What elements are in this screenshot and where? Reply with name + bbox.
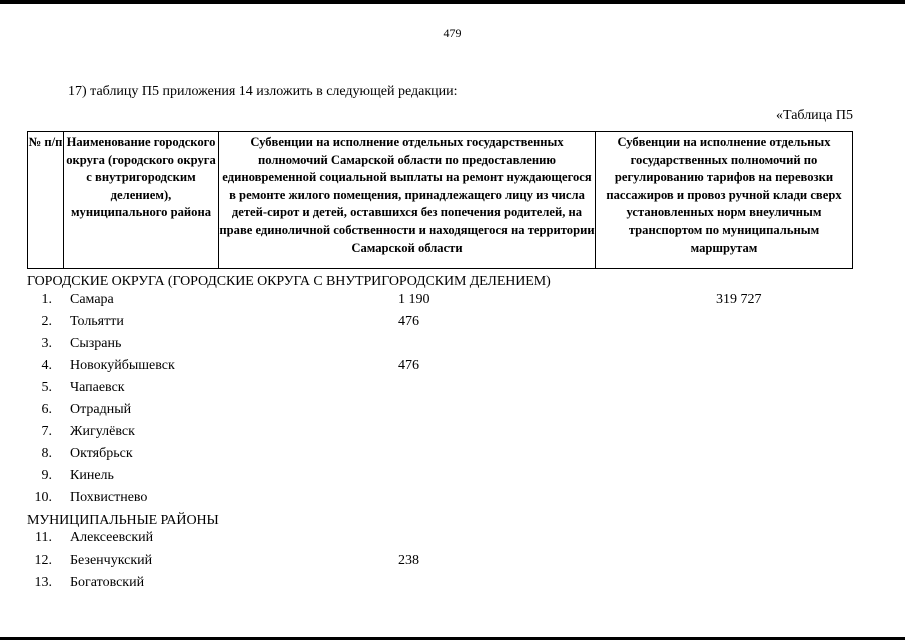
row-name: Новокуйбышевск (70, 358, 175, 373)
table-row (0, 530, 905, 552)
row-num: 9. (41, 468, 52, 483)
row-name: Похвистнево (70, 490, 148, 505)
row-num: 1. (41, 292, 52, 307)
page-number: 479 (443, 26, 462, 40)
table-header (27, 131, 853, 269)
table-row (0, 292, 905, 314)
row-num: 4. (41, 358, 52, 373)
row-subsidy-repair: 238 (398, 553, 419, 568)
header-name: Наименование городского округа (городского округа с внутригородским делением), муниципального района (64, 132, 219, 268)
table-row (0, 575, 905, 597)
table-row (0, 424, 905, 446)
row-num: 2. (41, 314, 52, 329)
row-name: Сызрань (70, 336, 122, 351)
table-row (0, 402, 905, 424)
row-num: 6. (41, 402, 52, 417)
row-num: 12. (34, 553, 52, 568)
row-subsidy-transport: 319 727 (716, 292, 762, 307)
section-title-municipal-districts: МУНИЦИПАЛЬНЫЕ РАЙОНЫ (27, 513, 219, 528)
table-row (0, 314, 905, 336)
row-name: Тольятти (70, 314, 124, 329)
row-num: 5. (41, 380, 52, 395)
table-label: «Таблица П5 (776, 108, 853, 123)
row-name: Кинель (70, 468, 114, 483)
table-row (0, 490, 905, 512)
row-name: Богатовский (70, 575, 145, 590)
row-name: Чапаевск (70, 380, 125, 395)
row-name: Отрадный (70, 402, 132, 417)
table-row (0, 336, 905, 358)
row-subsidy-repair: 476 (398, 358, 419, 373)
row-subsidy-repair: 1 190 (398, 292, 430, 307)
table-row (0, 380, 905, 402)
row-name: Октябрьск (70, 446, 133, 461)
row-subsidy-repair: 476 (398, 314, 419, 329)
table-row (0, 358, 905, 380)
header-num: № п/п (28, 132, 64, 268)
top-border (0, 0, 905, 4)
header-subsidy-transport: Субвенции на исполнение отдельных государственных полномочий по регулированию тарифов на перевозки пассажиров и провоз ручной клади сверх установленных норм внеуличным транспортом по муниципальным маршрутам (606, 135, 842, 255)
section-title-city-districts: ГОРОДСКИЕ ОКРУГА (ГОРОДСКИЕ ОКРУГА С ВНУТРИГОРОДСКИМ ДЕЛЕНИЕМ) (27, 274, 551, 289)
row-name: Алексеевский (70, 530, 154, 545)
row-name: Самара (70, 292, 114, 307)
intro-text: 17) таблицу П5 приложения 14 изложить в следующей редакции: (68, 84, 458, 99)
row-name: Жигулёвск (70, 424, 135, 439)
row-num: 11. (35, 530, 52, 545)
table-row (0, 468, 905, 490)
row-num: 8. (41, 446, 52, 461)
table-row (0, 446, 905, 468)
header-subsidy-repair: Субвенции на исполнение отдельных государственных полномочий Самарской области по предоставлению единовременной социальной выплаты на ремонт нуждающегося в ремонте жилого помещения, принадлежащего лицу из числа детей-сирот и детей, оставшихся без попечения родителей, на праве единоличной собственности и находящегося на территории Самарской области (219, 132, 596, 268)
row-num: 13. (34, 575, 52, 590)
table-row (0, 553, 905, 575)
row-num: 10. (34, 490, 52, 505)
row-name: Безенчукский (70, 553, 153, 568)
row-num: 3. (41, 336, 52, 351)
row-num: 7. (41, 424, 52, 439)
